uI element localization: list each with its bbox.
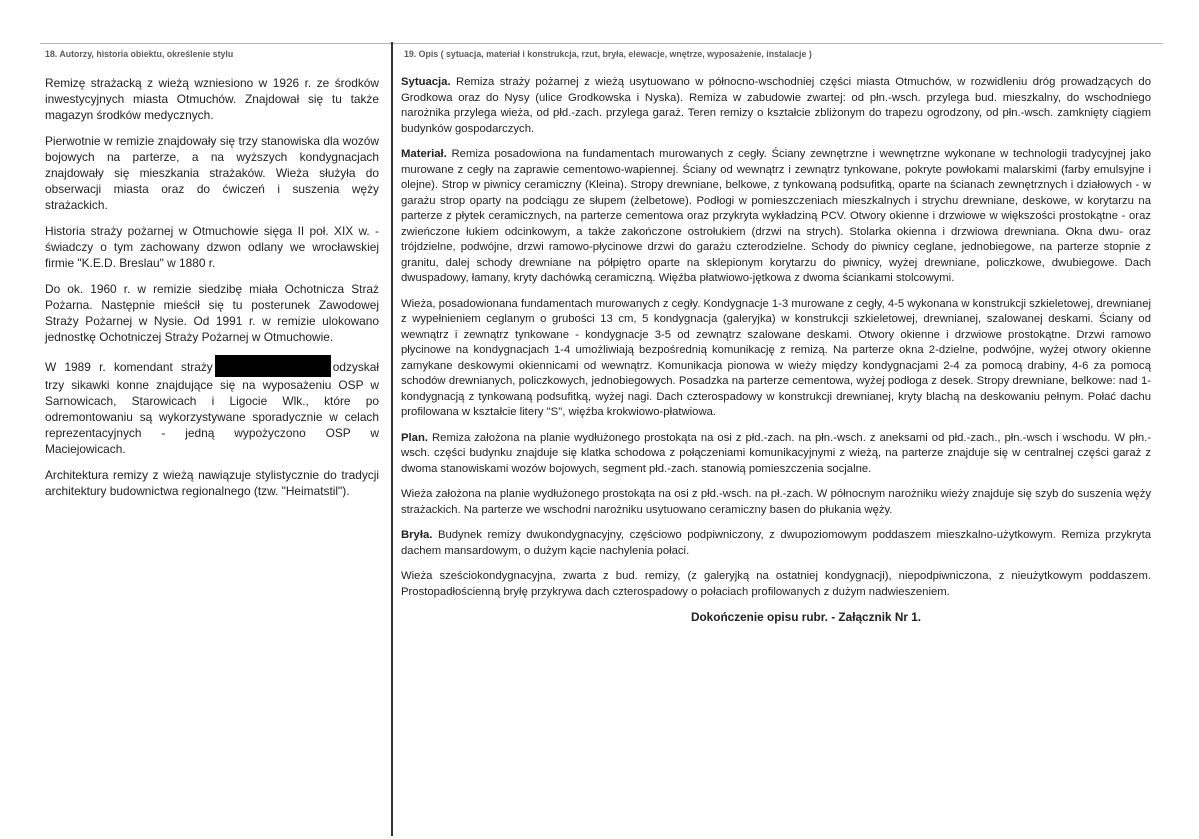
mass-label: Bryła. (401, 529, 433, 541)
tower-plan-paragraph: Wieża założona na planie wydłużonego prostokąta na osi z płd.-wsch. na pł.-zach. W północnym narożniku wieży znajduje się szyb do suszenia węży strażackich. Na parterze we wschodni narożniku usytuowano ceramiczny basen do płukania węży. (401, 488, 1151, 516)
history-paragraph-6: Architektura remizy z wieżą nawiązuje stylistycznie do tradycji architektury budownictwa regionalnego (tzw. "Heimatstil"). (45, 468, 379, 498)
column-divider (391, 42, 393, 836)
tower-mass-paragraph: Wieża sześciokondygnacyjna, zwarta z bud. remizy, (z galeryjką na ostatniej kondygnacji), niepodpiwniczona, z nieużytkowym poddaszem. Prostopadłościenną bryłę przykrywa dach czterospadowy o połaciach profilowanych z dużym nadwieszeniem. (401, 570, 1151, 598)
plan-text: Remiza założona na planie wydłużonego prostokąta na osi z płd.-zach. na płn.-wsch. z aneksami od płd.-zach., płn.-wsch i wschodu. W płn.-wsch. części budynku znajduje się klatka schodowa z połączeniami komunikacyjnymi z wieżą, na parterze znajduje się w centralnej części garaż z dwoma stanowiskami wozów bojowych, segment płd.-zach. stanowią pomieszczenia socjalne. (401, 431, 1152, 475)
material-text: Remiza posadowiona na fundamentach murowanych z cegły. Ściany zewnętrzne i wewnętrzne wykonane w technologii tradycyjnej jako murowane z cegły na zaprawie cementowo-wapiennej. Ściany od wewnątrz i zewnątrz tynkowane, pokryte powłokami malarskimi (farby emulsyjne i olejne). Strop w piwnicy ceramiczny (Kleina). Stropy drewniane, belkowe, z tynkowaną podsufitką, oparte na ścianach zewnętrznych i działowych - w garażu strop oparty na podciągu ze słupem (żelbetowe). Podłogi w pomieszczeniach mieszkalnych i strychu drewniane, deskowe, w korytarzu na parterze z płytek ceramicznych, na parterze cementowa oraz przykryta wykładziną PCV. Otwory okienne i drzwiowe w większości prostokątne - oraz zwieńczone łukiem odcinkowym, a także zakończone ostrołukiem (drzwi na strych). Stolarka okienna i drzwiowa drewniana. Okna dwu- oraz trójdzielne, podwójne, drzwi ramowo-płycinowe drzwi do garażu czterodzielne. Schody do piwnicy ceglane, jednobiegowe, na parterze stopnie z granitu, dalej schody drewniane na półpiętro oparte na sklepionym korytarzu do piwnicy, wyżej drewniane, policzkowe, dwubiegowe. Dach dwuspadowy, łamany, kryty dachówką ceramiczną. Więźba płatwiowo-jętkowa z dwoma ściankami stolcowymi. (401, 148, 1151, 284)
mass-paragraph (401, 528, 1151, 559)
description-heading: 19. Opis ( sytuacja, materiał i konstrukcja, rzut, bryła, elewacje, wnętrze, wyposażenie, instalacje ) (404, 49, 812, 59)
history-paragraph-3: Historia straży pożarnej w Otmuchowie sięga II poł. XIX w. - świadczy o tym zachowany dzwon odlany we wrocławskiej firmie "K.E.D. Breslau" w 1880 r. (45, 224, 379, 270)
redaction-block (215, 355, 331, 377)
history-paragraph-1: Remizę strażacką z wieżą wzniesiono w 1926 r. ze środków inwestycyjnych miasta Otmuchów. Znajdował się tu także magazyn środków medycznych. (45, 76, 379, 122)
history-paragraph-5-end: odzyskał trzy sikawki konne znajdujące się na wyposażeniu OSP w Sarnowicach, Starowicach i Ligocie Wlk., które po odremontowaniu są wykorzystywane sporadycznie w celach reprezentacyjnych - jedną wypożyczono OSP w Maciejowicach. (45, 360, 379, 456)
situation-text: Remiza straży pożarnej z wieżą usytuowano w północno-wschodniej części miasta Otmuchów, w rozwidleniu dróg prowadzących do Grodkowa oraz do Nysy (ulice Grodkowska i Nyska). Remiza w zabudowie zwartej: od płn.-wsch. przylega bud. mieszkalny, do wschodniego narożnika przylega wieża, od płd.-zach. przylega garaż. Teren remizy o kształcie zbliżonym do trapezu ogrodzony, od płn.-wsch. zamknięty ciągiem budynków gospodarczych. (401, 76, 1151, 135)
history-paragraph-5-start: W 1989 r. komendant straży (45, 360, 213, 374)
continuation-note: Dokończenie opisu rubr. - Załącznik Nr 1. (690, 610, 922, 624)
history-column (45, 48, 379, 509)
mass-text: Budynek remizy dwukondygnacyjny, częściowo podpiwniczony, z dwupoziomowym poddaszem mieszkalno-użytkowym. Remiza przykryta dachem mansardowym, o dużym kącie nachylenia połaci. (401, 529, 1151, 557)
material-label: Materiał. (401, 148, 447, 160)
situation-paragraph (401, 75, 1151, 137)
plan-paragraph (401, 431, 1151, 478)
tower-material-paragraph: Wieża, posadowionana fundamentach murowanych z cegły. Kondygnacje 1-3 murowane z cegły, 4-5 wykonana w konstrukcji szkieletowej, drewnianej z wypełnieniem ceglanym o grubości 13 cm, 5 kondygnacja (galeryjka) w konstrukcji szkieletowej, drewnianej, szalowanej deskami. Ściany od wewnątrz i zewnątrz tynkowane - kondygnacje 3-5 od zewnątrz szalowane deskami. Otwory okienne i drzwiowe prostokątne. Drzwi ramowo płycinowe na kondygnacjach 1-4 umożliwiają bezpośrednią komunikację z remizą. Na parterze okna 2-dzielne, podwójne, wyżej otwory okienne zamykane deskowymi okiennicami od wewnątrz. Komunikacja pionowa w wieży między kondygnacjami 2-4 za pomocą drabiny, 4-6 za pomocą schodów drewnianych, policzkowych, jednobiegowych. Posadzka na parterze cementowa, wyżej podłoga z desek. Stropy drewniane, belkowe: nad 1-kondygnacją z tynkowaną podsufitką, wyżej nagi. Dach czterospadowy w konstrukcji drewnianej, kryty blachą na deskowaniu pełnym. Połać dachu profilowana w kształcie litery "S", więźba krokwiowo-płatwiowa. (401, 297, 1151, 418)
history-paragraph-4: Do ok. 1960 r. w remizie siedzibę miała Ochotnicza Straż Pożarna. Następnie mieścił się tu posterunek Zawodowej Straży Pożarnej w Nysie. Od 1991 r. w remizie ulokowano jednostkę Ochotniczej Straży Pożarnej w Otmuchowie. (45, 282, 379, 344)
history-paragraph-5 (45, 355, 379, 457)
record-sheet (4, 0, 1195, 839)
history-heading: 18. Autorzy, historia obiektu, określenie stylu (45, 49, 234, 59)
history-paragraph-2: Pierwotnie w remizie znajdowały się trzy stanowiska dla wozów bojowych na parterze, a na wyższych kondygnacjach znajdowały się mieszkania strażaków. Wieża służyła do obserwacji miasta oraz do ćwiczeń i suszenia węży strażackich. (45, 134, 379, 212)
top-rule (40, 43, 1163, 44)
material-paragraph (401, 147, 1151, 287)
situation-label: Sytuacja. (401, 76, 451, 88)
plan-label: Plan. (401, 431, 428, 444)
description-column (401, 48, 1151, 624)
